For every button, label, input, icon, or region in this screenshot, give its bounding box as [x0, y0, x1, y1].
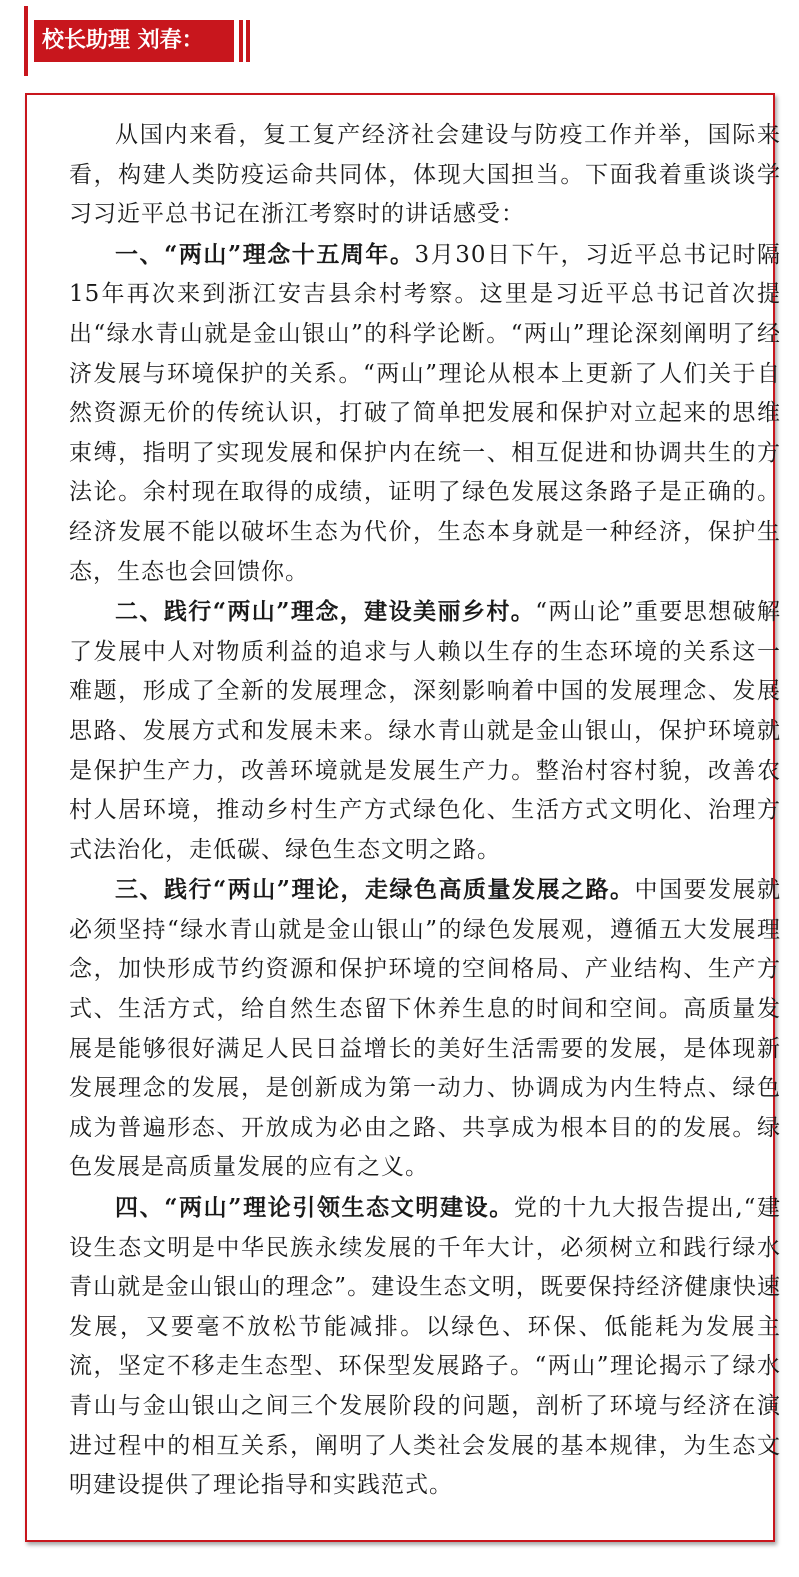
paragraph-text: 从国内来看，复工复产经济社会建设与防疫工作并举，国际来看，构建人类防疫运命共同体，体现大国担当。下面我着重谈谈学习习近平总书记在浙江考察时的讲话感受： [69, 122, 781, 228]
paragraph-heading: 一、“两山”理念十五周年。 [115, 240, 415, 268]
paragraph-text: “两山论”重要思想破解了发展中人对物质利益的追求与人赖以生存的生态环境的关系这一难题，形成了全新的发展理念，深刻影响着中国的发展理念、发展思路、发展方式和发展未来。绿水青山就是金山银山，保护环境就是保护生产力，改善环境就是发展生产力。整治村容村貌，改善农村人居环境，推动乡村生产方式绿色化、生活方式文明化、治理方式法治化，走低碳、绿色生态文明之路。 [69, 599, 781, 863]
paragraph-heading: 三、践行“两山”理论，走绿色高质量发展之路。 [115, 876, 635, 904]
paragraph-text: 中国要发展就必须坚持“绿水青山就是金山银山”的绿色发展观，遵循五大发展理念，加快形成节约资源和保护环境的空间格局、产业结构、生产方式、生活方式，给自然生态留下休养生息的时间和空间。高质量发展是能够很好满足人民日益增长的美好生活需要的发展，是体现新发展理念的发展，是创新成为第一动力、协调成为内生特点、绿色成为普遍形态、开放成为必由之路、共享成为根本目的的发展。绿色发展是高质量发展的应有之义。 [69, 877, 781, 1181]
paragraph-heading: 二、践行“两山”理念，建设美丽乡村。 [115, 598, 536, 626]
speaker-label-text: 校长助理 刘春： [42, 28, 204, 53]
header-accent-line [24, 6, 28, 76]
speech-content-box [25, 93, 781, 1542]
header-decor-bar [239, 20, 243, 62]
paragraph-section-4 [69, 1188, 781, 1506]
speech-body [69, 115, 781, 1506]
paragraph-heading: 四、“两山”理论引领生态文明建设。 [115, 1194, 514, 1222]
paragraph-text: 党的十九大报告提出,“建设生态文明是中华民族永续发展的千年大计，必须树立和践行绿水青山就是金山银山的理念”。建设生态文明，既要保持经济健康快速发展，又要毫不放松节能减排。以绿色、环保、低能耗为发展主流，坚定不移走生态型、环保型发展路子。“两山”理论揭示了绿水青山与金山银山之间三个发展阶段的问题，剖析了环境与经济在演进过程中的相互关系，阐明了人类社会发展的基本规律，为生态文明建设提供了理论指导和实践范式。 [69, 1195, 781, 1499]
paragraph-section-1 [69, 235, 781, 592]
paragraph-text: 3月30日下午，习近平总书记时隔15年再次来到浙江安吉县余村考察。这里是习近平总书记首次提出“绿水青山就是金山银山”的科学论断。“两山”理论深刻阐明了经济发展与环境保护的关系。“两山”理论从根本上更新了人们关于自然资源无价的传统认识，打破了简单把发展和保护对立起来的思维束缚，指明了实现发展和保护内在统一、相互促进和协调共生的方法论。余村现在取得的成绩，证明了绿色发展这条路子是正确的。经济发展不能以破坏生态为代价，生态本身就是一种经济，保护生态，生态也会回馈你。 [69, 241, 781, 585]
speaker-label [34, 20, 234, 62]
paragraph-section-2 [69, 592, 781, 870]
paragraph-intro [69, 115, 781, 235]
paragraph-section-3 [69, 870, 781, 1188]
header-decor-bar [246, 20, 250, 62]
